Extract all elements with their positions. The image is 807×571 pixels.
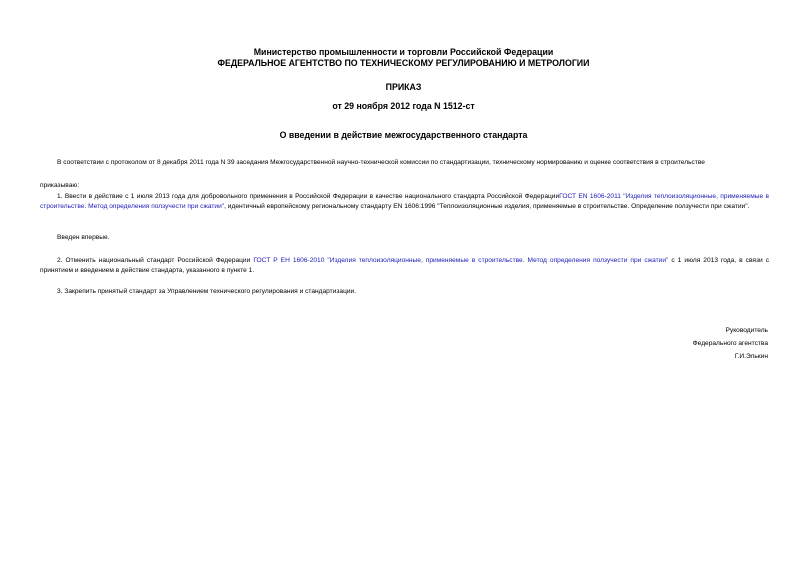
item-1-prefix: 1. Ввести в действие с 1 июля 2013 года для добровольного применения в Российской Федерации в качестве национального стандарта Российской Федерации — [57, 193, 560, 200]
item-2-paragraph — [40, 256, 769, 275]
item-2-prefix: 2. Отменить национальный стандарт Российской Федерации — [57, 257, 254, 264]
document-subject: О введении в действие межгосударственного стандарта — [279, 130, 528, 140]
ministry-heading: Министерство промышленности и торговли Российской Федерации — [253, 47, 554, 57]
order-word: приказываю: — [40, 182, 80, 189]
document-date-number: от 29 ноября 2012 года N 1512-ст — [332, 101, 475, 111]
item-3-paragraph: 3. Закрепить принятый стандарт за Управлением технического регулирования и стандартизации. — [57, 288, 357, 295]
signature-organization: Федерального агентства — [692, 340, 768, 347]
signature-name: Г.И.Элькин — [734, 353, 768, 360]
signature-title: Руководитель — [725, 327, 768, 334]
gost-r-en-1606-2010-link[interactable]: ГОСТ Р ЕН 1606-2010 "Изделия теплоизоляционные, применяемые в строительстве. Метод определения ползучести при сжатии" — [253, 257, 669, 264]
gost-en-1606-2011-link[interactable]: ГОСТ EN 1606-2011 "Изделия теплоизоляционные, применяемые в строительстве. Метод определения ползучести при сжатии" — [40, 193, 769, 210]
item-2-suffix: с 1 июля 2013 года, в связи с принятием и введением в действие стандарта, указанного в пункте 1. — [40, 257, 769, 274]
document-type: ПРИКАЗ — [385, 82, 422, 92]
item-1-paragraph — [40, 192, 769, 211]
agency-heading: ФЕДЕРАЛЬНОЕ АГЕНТСТВО ПО ТЕХНИЧЕСКОМУ РЕГУЛИРОВАНИЮ И МЕТРОЛОГИИ — [217, 58, 590, 68]
preamble-paragraph: В соответствии с протоколом от 8 декабря 2011 года N 39 заседания Межгосударственной научно-технической комиссии по стандартизации, техническому нормированию и оценке соответствия в строительстве — [57, 159, 705, 166]
item-1-suffix: , идентичный европейскому региональному стандарту EN 1606:1996 "Теплоизоляционные изделия, применяемые в строительстве. Определение ползучести при сжатии". — [224, 202, 750, 210]
item-1-note: Введен впервые. — [57, 234, 110, 241]
